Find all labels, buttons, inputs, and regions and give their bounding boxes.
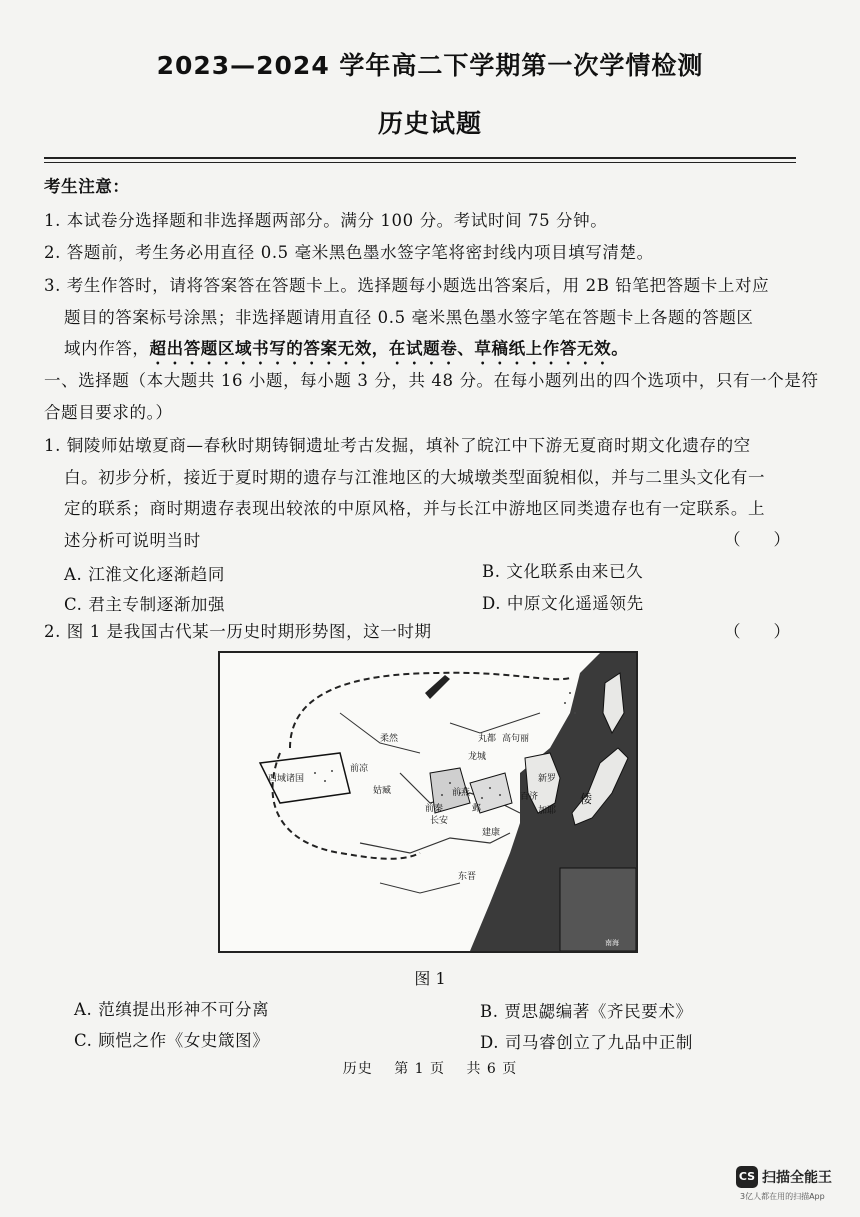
notice-item-3-cont: 题目的答案标号涂黑；非选择题请用直径 0.5 毫米黑色墨水签字笔在答题卡上各题的答题区 [64, 308, 754, 327]
q2-answer-paren: （ ） [724, 622, 790, 641]
title-rule-thin [44, 162, 796, 163]
q1-stem-4: 述分析可说明当时 [64, 531, 201, 550]
figure-caption: 图 1 [414, 969, 446, 988]
map-label-gaogouli: 高句丽 [502, 734, 530, 744]
map-label-xiyu: 西域诸国 [268, 774, 305, 784]
q2-option-d: D. 司马睿创立了九品中正制 [480, 1033, 694, 1052]
q2-option-b: B. 贾思勰编著《齐民要术》 [480, 1002, 693, 1021]
map-label-ye: 邺 [472, 804, 482, 814]
map-label-baiji: 百济 [520, 792, 539, 802]
notice-heading: 考生注意： [44, 177, 130, 196]
q1-option-d: D. 中原文化遥遥领先 [482, 594, 644, 613]
historical-map-figure [218, 651, 638, 953]
section1-heading-cont: 合题目要求的。） [44, 403, 173, 422]
section1-heading: 一、选择题（本大题共 16 小题，每小题 3 分，共 48 分。在每小题列出的四个选项中，只有一个是符 [44, 371, 819, 390]
q1-stem-2: 白。初步分析，接近于夏时期的遗存与江淮地区的大城墩类型面貌相似，并与二里头文化有一 [64, 468, 766, 487]
map-label-dongjin: 东晋 [458, 872, 477, 882]
scanner-watermark [736, 1164, 846, 1204]
q1-option-c: C. 君主专制逐渐加强 [64, 595, 226, 614]
q1-answer-paren: （ ） [724, 530, 790, 549]
map-label-jiudu: 丸都 [478, 734, 497, 744]
q2-option-a: A. 范缜提出形神不可分离 [74, 1000, 270, 1019]
q1-option-a: A. 江淮文化逐渐趋同 [64, 565, 226, 584]
map-label-qianqin: 前秦 [425, 804, 444, 814]
q2-stem: 2. 图 1 是我国古代某一历史时期形势图，这一时期 [44, 622, 432, 641]
map-label-nanhai: 南海 [605, 939, 619, 947]
footer-subject: 历史 [342, 1061, 373, 1077]
subject-title: 历史试题 [377, 109, 482, 138]
footer-page: 第 1 页 [394, 1061, 445, 1077]
q1-stem-1: 1. 铜陵师姑墩夏商—春秋时期铸铜遗址考古发掘，填补了皖江中下游无夏商时期文化遗存的空 [44, 436, 751, 455]
notice-item-1: 1. 本试卷分选择题和非选择题两部分。满分 100 分。考试时间 75 分钟。 [44, 211, 608, 230]
map-label-jiankang: 建康 [482, 828, 501, 838]
map-label-wo: 倭 [580, 792, 593, 806]
q1-option-b: B. 文化联系由来已久 [482, 562, 644, 581]
map-label-xinluo: 新罗 [538, 774, 557, 784]
map-label-qianliang: 前凉 [350, 764, 369, 774]
notice-item-3-tail: 域内作答， [64, 339, 150, 358]
notice-item-3: 3. 考生作答时，请将答案答在答题卡上。选择题每小题选出答案后，用 2B 铅笔把答题卡上对应 [44, 276, 770, 295]
map-label-jiaye: 加耶 [538, 806, 557, 816]
notice-item-3-end [64, 338, 796, 368]
cs-logo-icon: CS [736, 1166, 758, 1188]
title-rule [44, 157, 796, 159]
page-footer [0, 1058, 860, 1078]
notice-emphasis: 超出答题区域书写的答案无效，在试题卷、草稿纸上作答无效。 [149, 339, 629, 358]
watermark-brand: 扫描全能王 [762, 1170, 832, 1186]
map-label-qianyan: 前燕 [452, 788, 471, 798]
q1-stem-3: 定的联系；商时期遗存表现出较浓的中原风格，并与长江中游地区同类遗存也有一定联系。上 [64, 499, 766, 518]
map-label-guzang: 姑臧 [373, 786, 392, 796]
map-label-longcheng: 龙城 [468, 752, 487, 762]
exam-title: 2023—2024 学年高二下学期第一次学情检测 [156, 51, 704, 80]
map-label-changan: 长安 [430, 816, 449, 826]
watermark-tagline: 3亿人都在用的扫描App [740, 1192, 825, 1201]
map-label-rouran: 柔然 [380, 734, 399, 744]
notice-item-2: 2. 答题前，考生务必用直径 0.5 毫米黑色墨水签字笔将密封线内项目填写清楚。 [44, 243, 654, 262]
q2-option-c: C. 顾恺之作《女史箴图》 [74, 1031, 270, 1050]
footer-total: 共 6 页 [466, 1061, 518, 1077]
